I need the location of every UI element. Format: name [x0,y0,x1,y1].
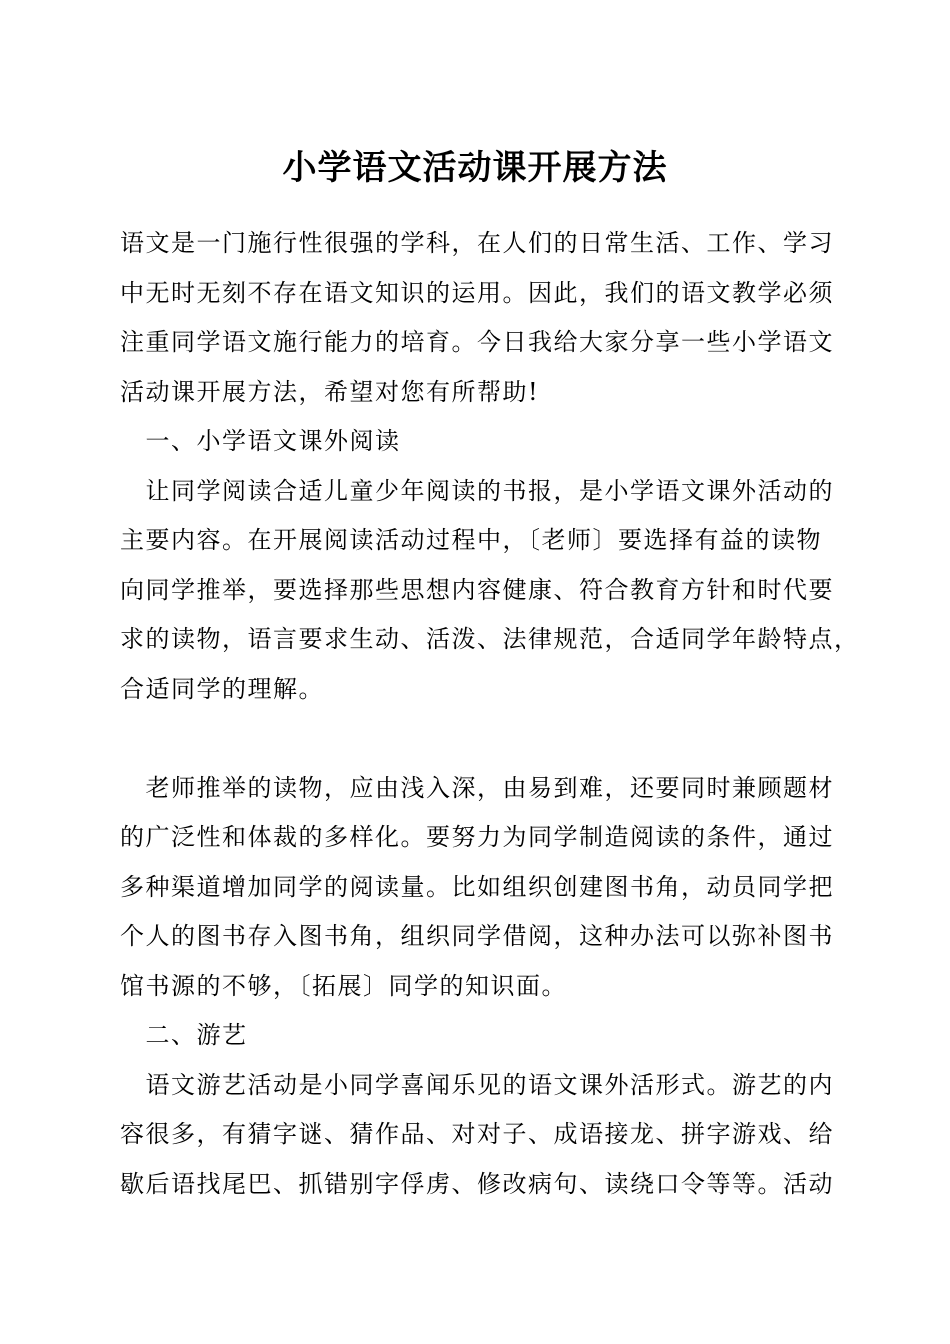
body-line: 求的读物，语言要求生动、活泼、法律规范，合适同学年龄特点， [120,625,860,653]
body-line: 向同学推举，要选择那些思想内容健康、符合教育方针和时代要 [120,575,834,604]
body-line: 让同学阅读合适儿童少年阅读的书报，是小学语文课外活动的 [120,476,834,505]
body-line: 老师推举的读物，应由浅入深，由易到难，还要同时兼顾题材 [120,773,834,802]
body-line: 中无时无刻不存在语文知识的运用。因此，我们的语文教学必须 [120,278,834,307]
body-line: 主要内容。在开展阅读活动过程中，〔老师〕要选择有益的读物 [120,526,822,554]
body-line: 容很多，有猜字谜、猜作品、对对子、成语接龙、拼字游戏、给 [120,1120,834,1148]
body-line: 语文游艺活动是小同学喜闻乐见的语文课外活形式。游艺的内 [120,1070,834,1099]
body-line: 歇后语找尾巴、抓错别字俘虏、修改病句、读绕口令等等。活动 [120,1169,834,1198]
body-line: 的广泛性和体裁的多样化。要努力为同学制造阅读的条件，通过 [120,823,834,851]
body-line: 合适同学的理解。 [120,674,324,703]
body-line: 语文是一门施行性很强的学科，在人们的日常生活、工作、学习 [120,229,834,257]
blank-line [120,714,830,764]
body-line: 活动课开展方法，希望对您有所帮助! [120,377,540,406]
document-title: 小学语文活动课开展方法 [282,148,668,188]
body-line: 个人的图书存入图书角，组织同学借阅，这种办法可以弥补图书 [120,922,834,950]
body-line: 注重同学语文施行能力的培育。今日我给大家分享一些小学语文 [120,328,834,356]
section-heading: 一、小学语文课外阅读 [120,427,401,455]
body-line: 馆书源的不够，〔拓展〕同学的知识面。 [120,971,567,1000]
body-line: 多种渠道增加同学的阅读量。比如组织创建图书角，动员同学把 [120,872,834,901]
document-body [120,219,860,1209]
section-heading: 二、游艺 [120,1021,248,1049]
